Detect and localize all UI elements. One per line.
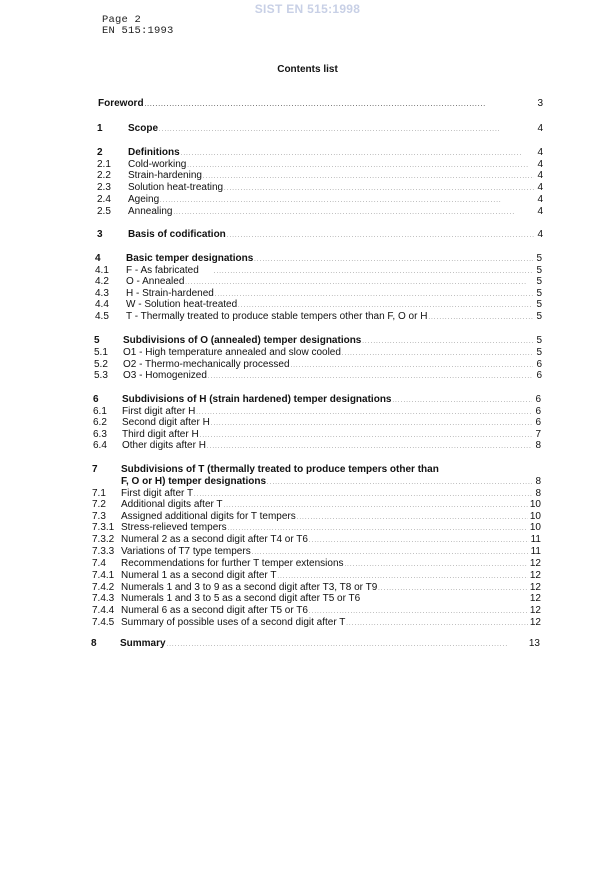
leader-dots [145,98,534,111]
entry-title: Solution heat-treating [128,182,224,193]
entry-title: Summary [120,638,166,649]
entry-title: O3 - Homogenized [123,370,207,381]
entry-number: 7.3.2 [92,534,115,545]
entry-page: 4 [537,229,543,240]
entry-page: 12 [529,558,541,569]
entry-title: Subdivisions of T (thermally treated to produce tempers other than [121,464,439,475]
entry-page: 6 [535,417,541,428]
entry-page: 12 [529,617,541,628]
entry-number: 7.1 [92,488,106,499]
entry-page: 4 [537,170,543,181]
leader-dots [207,440,532,453]
entry-page: 11 [530,546,541,557]
entry-number: 2 [97,147,103,158]
entry-title: Recommendations for further T temper extensions [121,558,344,569]
entry-number: 5.1 [94,347,108,358]
entry-number: 7 [92,464,98,475]
leader-dots [227,229,534,242]
entry-number: 2.1 [97,159,111,170]
entry-page: 5 [536,276,542,287]
entry-title: Variations of T7 type tempers [121,546,251,557]
entry-page: 12 [529,605,541,616]
entry-title: Numeral 6 as a second digit after T5 or T6 [121,605,308,616]
entry-number: 7.4.2 [92,582,115,593]
entry-number: 5.3 [94,370,108,381]
entry-page: 5 [536,311,542,322]
entry-number: 4.1 [95,265,109,276]
entry-number: 5 [94,335,100,346]
leader-dots [208,370,533,383]
entry-title: Stress-relieved tempers [121,522,227,533]
entry-number: 7.4 [92,558,106,569]
entry-number: 7.2 [92,499,106,510]
entry-page: 4 [537,123,543,134]
entry-page: 8 [535,488,541,499]
entry-number: 4.5 [95,311,109,322]
entry-title: Basic temper designations [126,253,254,264]
entry-title: First digit after T [121,488,194,499]
entry-title: O - Annealed [126,276,185,287]
entry-page: 5 [536,299,542,310]
entry-title: Subdivisions of O (annealed) temper designations [123,335,362,346]
standard-id: EN 515:1993 [102,25,174,37]
toc-entry-7-4-5[interactable] [92,617,541,630]
entry-page: 4 [537,194,543,205]
entry-number: 2.5 [97,206,111,217]
entry-number: 7.4.4 [92,605,115,616]
entry-title: Numeral 1 as a second digit after T [121,570,277,581]
entry-page: 3 [537,98,543,109]
toc-entry-6-4[interactable] [93,440,541,453]
entry-page: 5 [536,347,542,358]
entry-title: Cold-working [128,159,187,170]
entry-page: 5 [536,288,542,299]
entry-page: 6 [536,370,542,381]
entry-number: 6.1 [93,406,107,417]
entry-number: 7.4.3 [92,593,115,604]
watermark: SIST EN 515:1998 [254,2,361,16]
entry-number: 7.4.5 [92,617,115,628]
entry-number: 7.3.1 [92,522,115,533]
entry-page: 4 [537,182,543,193]
entry-title: H - Strain-hardened [126,288,214,299]
entry-page: 12 [529,593,541,604]
entry-page: 8 [535,476,541,487]
entry-page: 8 [535,440,541,451]
entry-title: Numerals 1 and 3 to 5 as a second digit after T5 or T6 [121,593,361,604]
entry-number: 2.3 [97,182,111,193]
entry-number: 7.4.1 [92,570,115,581]
entry-page: 5 [536,265,542,276]
entry-page: 10 [529,499,541,510]
entry-title: Assigned additional digits for T tempers [121,511,296,522]
entry-title: W - Solution heat-treated [126,299,238,310]
page-title: Contents list [277,64,338,75]
entry-number: 7.3 [92,511,106,522]
entry-page: 4 [537,206,543,217]
entry-title: Additional digits after T [121,499,223,510]
entry-page: 4 [537,147,543,158]
entry-number: 1 [97,123,103,134]
entry-title: Ageing [128,194,160,205]
entry-title: Scope [128,123,159,134]
entry-number: 8 [91,638,97,649]
entry-number: 5.2 [94,359,108,370]
entry-title: Summary of possible uses of a second digit after T [121,617,346,628]
entry-number: 4 [95,253,101,264]
entry-title: Annealing [128,206,173,217]
entry-page: 5 [536,335,542,346]
toc-entry-5-3[interactable] [94,370,542,383]
entry-page: 6 [535,406,541,417]
entry-page: 4 [537,159,543,170]
toc-entry-3[interactable] [97,229,543,242]
entry-title: Numeral 2 as a second digit after T4 or T6 [121,534,308,545]
entry-title: Other digits after H [122,440,206,451]
entry-title: Second digit after H [122,417,210,428]
entry-page: 6 [535,394,541,405]
entry-number: 4.2 [95,276,109,287]
entry-number: 6.2 [93,417,107,428]
entry-number: 3 [97,229,103,240]
toc-entry-4-5[interactable] [95,311,542,324]
entry-title: Strain-hardening [128,170,202,181]
entry-number: 6.3 [93,429,107,440]
entry-title: Foreword [98,98,144,109]
entry-title: First digit after H [122,406,196,417]
entry-title: O2 - Thermo-mechanically processed [123,359,290,370]
toc-entry-8[interactable] [91,638,540,651]
entry-title: Subdivisions of H (strain hardened) temper designations [122,394,392,405]
page-number: Page 2 [102,14,142,26]
leader-dots [173,206,534,219]
toc-entry-2-5[interactable] [97,206,543,219]
leader-dots [167,638,527,651]
entry-page: 12 [529,582,541,593]
toc-entry-7[interactable] [92,464,541,475]
entry-number: 6.4 [93,440,107,451]
toc-entry-foreword[interactable] [98,98,543,111]
entry-title: Basis of codification [128,229,226,240]
entry-title: Third digit after H [122,429,199,440]
entry-page: 11 [530,534,541,545]
entry-number: 4.4 [95,299,109,310]
entry-title: T - Thermally treated to produce stable tempers other than F, O or H [126,311,428,322]
entry-number: 7.3.3 [92,546,115,557]
entry-title-continued: F, O or H) temper designations [121,476,267,487]
entry-page: 10 [529,522,541,533]
entry-number: 2.2 [97,170,111,181]
leader-dots [346,617,528,630]
entry-title: O1 - High temperature annealed and slow cooled [123,347,341,358]
entry-title: Definitions [128,147,180,158]
entry-page: 13 [528,638,540,649]
entry-page: 5 [536,253,542,264]
entry-title: Numerals 1 and 3 to 9 as a second digit after T3, T8 or T9 [121,582,378,593]
entry-number: 4.3 [95,288,109,299]
leader-dots [428,311,533,324]
toc-entry-1[interactable] [97,123,543,136]
entry-number: 6 [93,394,99,405]
leader-dots [159,123,534,136]
entry-page: 12 [529,570,541,581]
entry-number: 2.4 [97,194,111,205]
entry-page: 6 [536,359,542,370]
entry-title: F - As fabricated [126,265,199,276]
entry-page: 7 [535,429,541,440]
entry-page: 10 [529,511,541,522]
